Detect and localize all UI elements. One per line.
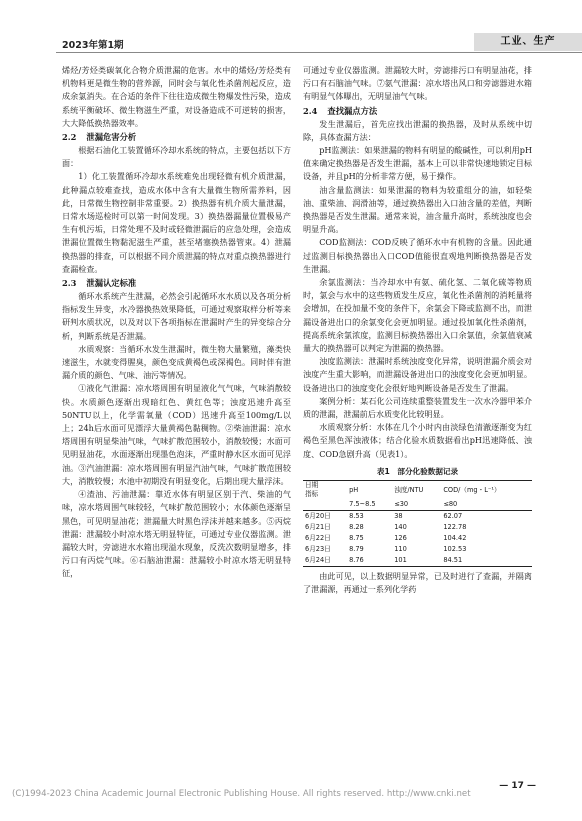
table-cell xyxy=(303,499,347,511)
table-row xyxy=(303,533,532,544)
table-cell: 6月22日 xyxy=(305,534,331,543)
table-cell: 8.53 xyxy=(349,512,364,521)
heading-number: 2.2 xyxy=(62,132,77,143)
table-cell: 7.5~8.5 xyxy=(347,499,392,511)
table-row xyxy=(303,555,532,567)
table-caption: 表1 部分化验数据记录 xyxy=(376,466,459,476)
left-column xyxy=(62,64,291,581)
right-column xyxy=(303,64,532,597)
paragraph: ①液化气泄漏：凉水塔周围有明显液化气气味，气味消散较快。水质颜色逐渐出现暗红色、黄红色等；浊度迅速升高至50NTU以上，化学需氧量（COD）迅速升高至100mg/L以上；24h后水面可见漂浮大量黄褐色黏稠物。②柴油泄漏：凉水塔周围有明显柴油气味，气味扩散范围较小，消散较慢；水面可见明显油花，水面逐渐出现墨色泡沫，严重时静水区水面可见浮油。③汽油泄漏：凉水塔周围有明显汽油气味，气味扩散范围较大，消散较慢；水池中初期没有明显变化，后期出现大量浮沫。 xyxy=(62,383,291,486)
table-cell: ≤30 xyxy=(392,499,441,511)
paragraph: ④渣油、污油泄漏：靠近水体有明显区别于汽、柴油的气味，凉水塔周围气味较轻，气味扩散范围较小；水体颜色逐渐呈黑色，可见明显油花；泄漏量大时黑色浮沫并越来越多。⑤丙烷泄漏：泄漏较小时凉水塔无明显特征，可通过专业仪器监测。泄漏较大时，旁滤进水水箱出现溢水现象，反洗次数明显增多，排污口有丙烷气味。⑥石脑油泄漏：泄漏较小时凉水塔无明显特征， xyxy=(62,489,291,579)
table-cell: 126 xyxy=(394,534,407,543)
table-cell: 122.78 xyxy=(443,523,467,532)
table-cell: 6月23日 xyxy=(305,545,331,554)
heading-number: 2.3 xyxy=(62,278,77,289)
header-rule xyxy=(56,52,582,53)
table-header-date-indicator: 日期 指标 xyxy=(303,481,347,500)
table-header-row xyxy=(303,481,532,500)
paragraph: 油含量监测法：如果泄漏的物料为较重组分的油，如轻柴油、重柴油、润滑油等，通过换热器出入口油含量的差值，判断换热器是否发生泄漏。通常来说，油含量升高时，系统浊度也会明显升高。 xyxy=(303,184,532,235)
table-cell: 38 xyxy=(394,512,403,521)
section-tab: 工业、生产 xyxy=(474,33,582,51)
paragraph: COD监测法：COD反映了循环水中有机物的含量。因此通过监测目标换热器出入口COD值能很直观地判断换热器是否发生泄漏。 xyxy=(303,237,532,274)
table-cell: 8.79 xyxy=(349,545,364,554)
lab-data-table xyxy=(303,480,532,567)
heading-title: 查找漏点方法 xyxy=(327,105,378,116)
heading-title: 泄漏认定标准 xyxy=(86,278,137,289)
table-cell: 102.53 xyxy=(443,545,467,554)
heading-title: 泄漏危害分析 xyxy=(86,132,137,143)
issue-label: 2023年第1期 xyxy=(62,40,124,51)
section-heading-2-4 xyxy=(303,104,532,118)
table-cell: 8.76 xyxy=(347,555,392,567)
table-cell: 140 xyxy=(394,523,407,532)
paragraph: 案例分析：某石化公司连续重整装置发生一次水冷器甲苯介质的泄漏，泄漏前后水质变化比较明显。 xyxy=(303,395,532,420)
copyright-footer: (C)1994-2023 China Academic Journal Electronic Publishing House. All rights reserved. http://www.cnki.net xyxy=(12,789,471,799)
table-header-turbidity: 浊度/NTU xyxy=(392,481,441,500)
paragraph: 烯烃/芳烃类碳氧化合物介质泄漏的危害。水中的烯烃/芳烃类有机物料更是微生物的营养源，同时会与氧化性杀菌剂起反应，造成余氯消失。在合适的条件下往往造成微生物爆发性污染，造成系统平衡破坏、微生物滋生严重，对设备造成不可逆转的损害，大大降低换热器效率。 xyxy=(62,65,291,128)
paragraph: 可通过专业仪器监测。泄漏较大时，旁滤排污口有明显油花，排污口有石脑油气味。⑦氨气泄漏：凉水塔出风口和旁滤器进水箱有明显气体曝出，无明显油气气味。 xyxy=(303,65,532,102)
table-cell: ≤80 xyxy=(441,499,532,511)
page-number: — 17 — xyxy=(499,781,536,791)
table-cell: 8.28 xyxy=(349,523,364,532)
heading-number: 2.4 xyxy=(303,105,318,116)
section-heading-2-2 xyxy=(62,130,291,144)
table-cell: 101 xyxy=(392,555,441,567)
table-row xyxy=(303,544,532,555)
table-cell: 110 xyxy=(394,545,407,554)
table-cell: 84.51 xyxy=(441,555,532,567)
table-limit-row xyxy=(303,499,532,511)
paragraph: 发生泄漏后，首先应找出泄漏的换热器，及时从系统中切除，具体查漏方法： xyxy=(303,118,532,142)
table-cell: 6月21日 xyxy=(305,523,331,532)
table-cell: 8.75 xyxy=(349,534,364,543)
table-cell: 104.42 xyxy=(443,534,467,543)
paragraph: 浊度监测法：泄漏时系统浊度变化异常，说明泄漏介质会对浊度产生重大影响，而泄漏设备进出口的浊度变化会更加明显。设备进出口的浊度变化会很好地判断设备是否发生了泄漏。 xyxy=(303,356,532,393)
paragraph: 水质观察分析：水体在几个小时内由淡绿色清澈逐渐变为红褐色至黑色浑浊液体；结合化验水质数据看出pH迅速降低、浊度、COD急剧升高（见表1）。 xyxy=(303,422,532,459)
paragraph: 1）化工装置循环冷却水系统难免出现轻微有机介质泄漏，此种漏点较难查找，造成水体中含有大量微生物所需养料，因此，日常微生物控制非常重要。2）换热器有机介质大量泄漏，日常水场巡检时可以第一时间发现。3）换热器漏量位置极易产生有机污垢，日常处理不及时或轻微泄漏后的应急处理，会造成泄漏位置微生物黏泥滋生严重，甚至堵塞换热器管束。4）泄漏换热器的排查，可以根据不同介质泄漏的特点对重点换热器进行查漏检查。 xyxy=(62,171,291,274)
table-header-cod: COD/（mg・L⁻¹） xyxy=(441,481,532,500)
table-cell: 62.07 xyxy=(443,512,463,521)
paragraph: 循环水系统产生泄漏，必然会引起循环水水质以及各项分析指标发生异变，水冷器换热效果降低，可通过观察取样分析等来研判水质状况，以及对以下各项指标在泄漏时产生的异变综合分析，判断系统是否泄漏。 xyxy=(62,291,291,341)
table-cell: 6月20日 xyxy=(305,512,331,521)
paragraph: 由此可见，以上数据明显异常，已及时进行了查漏，并隔离了泄漏源，再通过一系列化学药 xyxy=(303,571,532,595)
table-row xyxy=(303,522,532,533)
paragraph: 水质观察：当循环水发生泄漏时，微生物大量繁殖，藻类快速滋生，水就变得腥臭，颜色变成黄褐色或深褐色。同时伴有泄漏介质的颜色、气味、油污等情况。 xyxy=(62,343,291,381)
paragraph: 余氯监测法：当冷却水中有氨、硫化氢、二氧化硫等物质时，氯会与水中的这些物质发生反应，氧化性杀菌剂的消耗量将会增加，在投加量不变的条件下，余氯会下降或监测不出，而泄漏设备进出口的余氯变化会更加明显。通过投加氧化性杀菌剂，提高系统余氯浓度，监测目标换热器出入口余氯值，余氯值衰减量大的换热器可以判定为泄漏的换热器。 xyxy=(303,277,532,354)
table-cell: 6月24日 xyxy=(303,555,347,567)
paragraph: 根据石油化工装置循环冷却水系统的特点，主要包括以下方面： xyxy=(62,145,291,169)
section-heading-2-3 xyxy=(62,276,291,290)
table-row xyxy=(303,511,532,523)
table-header-ph: pH xyxy=(347,481,392,500)
paragraph: pH监测法：如果泄漏的物料有明显的酸碱性，可以利用pH值来确定换热器是否发生泄漏，基本上可以非常快速地锁定目标设备，并且pH的分析非常方便，易于操作。 xyxy=(303,145,532,182)
